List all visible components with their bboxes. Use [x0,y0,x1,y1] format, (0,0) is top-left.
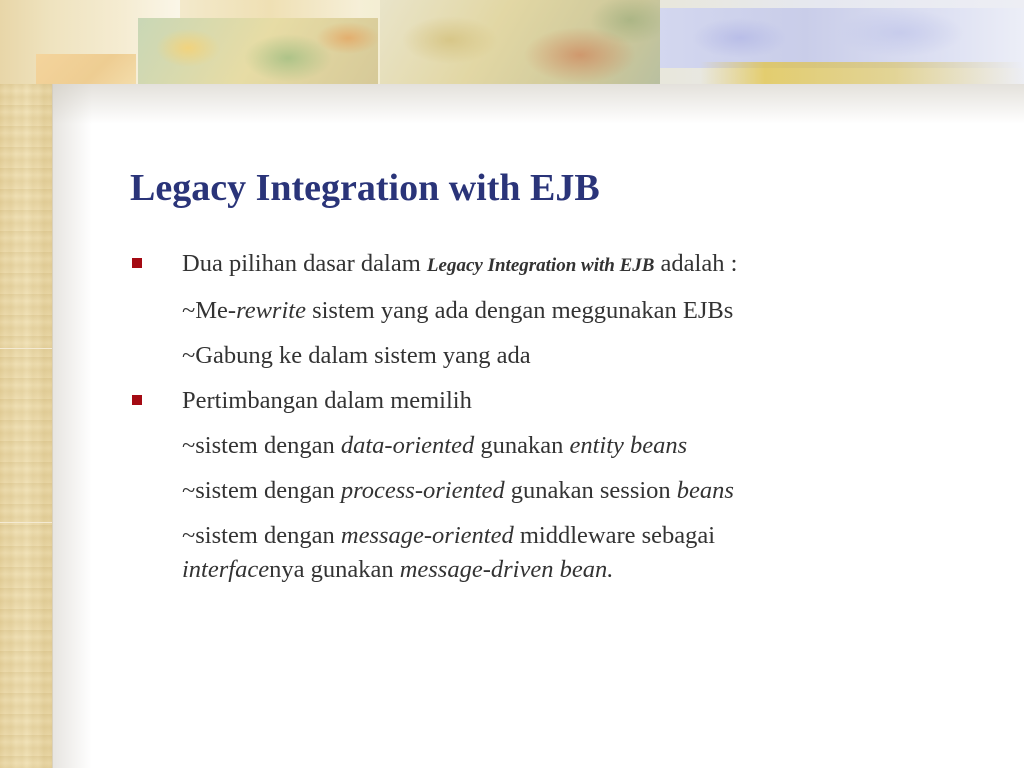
sub-line-text: ~Me- [182,297,237,324]
decorative-shadow [52,84,92,768]
sub-line-text: ~sistem dengan [182,477,341,504]
sub-line [130,423,990,468]
sub-line-emphasis: entity beans [569,432,688,459]
sub-line-text: gunakan [474,432,570,459]
banner-tile-leaves [380,0,660,84]
slide-title: Legacy Integration with EJB [130,167,600,209]
bullet-square-icon [132,258,142,268]
sub-line-text: ~sistem dengan [182,522,341,549]
sub-line [130,288,990,333]
sub-line [130,468,990,513]
banner-tile [180,0,360,18]
banner-tile-blue-flowers [660,8,1024,68]
sub-line-emphasis: interface [182,556,270,583]
sub-line [130,333,990,378]
sub-line-emphasis: message-oriented [340,522,514,549]
decorative-shadow [52,84,1024,124]
sub-line-text: gunakan session [504,477,677,504]
sub-line-text: ~sistem dengan [182,432,341,459]
bullet-item [130,378,990,423]
sub-line-emphasis: data-oriented [340,432,475,459]
bullet-square-icon [132,395,142,405]
sub-line-text: nya gunakan [269,556,400,583]
bullet-text: Pertimbangan dalam memilih [182,387,472,414]
sub-line-text: sistem yang ada dengan meggunakan EJBs [305,297,734,324]
sub-line-emphasis: process-oriented [340,477,505,504]
bullet-item [130,241,990,288]
banner-tile-autumn-leaves [138,18,378,84]
banner-tile-grass [700,62,1024,84]
sub-line-emphasis: beans [676,477,734,504]
strip-seam [0,348,52,349]
bullet-list [130,241,990,587]
bullet-text: adalah : [654,250,738,277]
sub-line-text: ~Gabung ke dalam sistem yang ada [182,342,531,369]
sub-line-text: middleware sebagai [513,522,716,549]
sub-line-emphasis: message-driven bean. [399,556,614,583]
bullet-text: Dua pilihan dasar dalam [182,250,427,277]
banner-tile [36,54,136,84]
sub-line [130,519,962,587]
decorative-top-banner [0,0,1024,84]
bullet-emphasis: Legacy Integration with EJB [426,255,655,276]
strip-seam [0,522,52,523]
decorative-left-strip [0,0,53,768]
sub-line-emphasis: rewrite [236,297,306,324]
